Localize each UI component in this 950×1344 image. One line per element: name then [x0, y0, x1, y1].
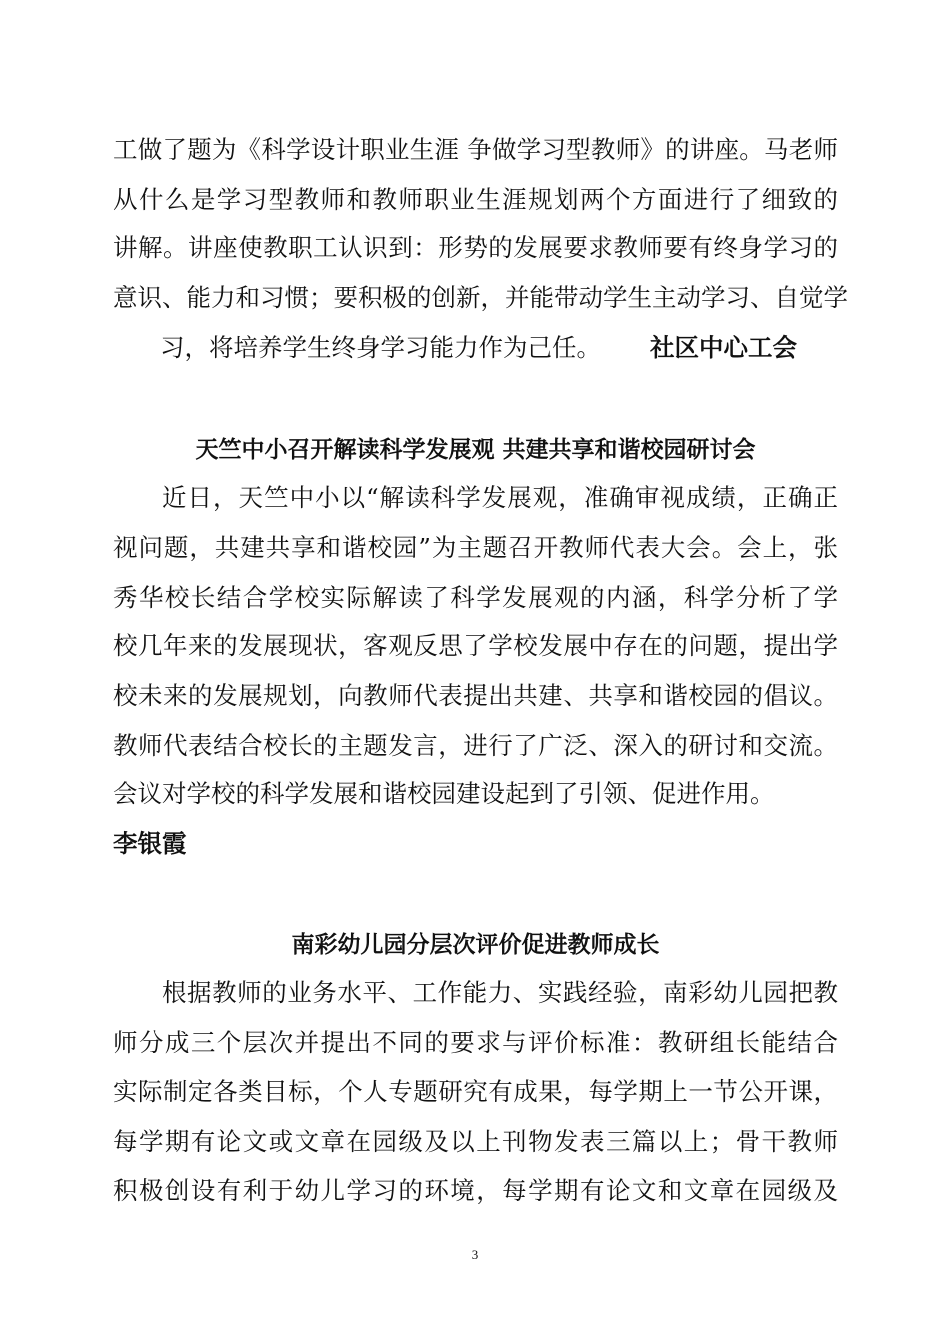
article3-line-4: 每学期有论文或文章在园级及以上刊物发表三篇以上；骨干教师 [113, 1127, 838, 1156]
article1-byline: 社区中心工会 [650, 333, 797, 362]
article3-line-2: 师分成三个层次并提出不同的要求与评价标准：教研组长能结合 [113, 1028, 838, 1057]
article2-line-1: 近日，天竺中小以“解读科学发展观，准确审视成绩，正确正 [162, 483, 838, 512]
article2-byline: 李银霞 [113, 829, 187, 858]
article2-line-6: 教师代表结合校长的主题发言，进行了广泛、深入的研讨和交流。 [113, 731, 838, 760]
article2-line-5: 校未来的发展规划，向教师代表提出共建、共享和谐校园的倡议。 [113, 681, 838, 710]
article1-line-1: 工做了题为《科学设计职业生涯 争做学习型教师》的讲座。马老师 [113, 135, 838, 164]
article2-line-4: 校几年来的发展现状，客观反思了学校发展中存在的问题，提出学 [113, 631, 838, 660]
page-number: 3 [471, 1247, 479, 1262]
article1-line-2: 从什么是学习型教师和教师职业生涯规划两个方面进行了细致的 [113, 185, 838, 214]
article2-title: 天竺中小召开解读科学发展观 共建共享和谐校园研讨会 [195, 437, 756, 463]
article3-line-1: 根据教师的业务水平、工作能力、实践经验，南彩幼儿园把教 [162, 978, 838, 1007]
article3-title: 南彩幼儿园分层次评价促进教师成长 [291, 932, 660, 958]
article1-line-4: 意识、能力和习惯；要积极的创新，并能带动学生主动学习、自觉学 [113, 283, 848, 312]
article3-line-3: 实际制定各类目标，个人专题研究有成果，每学期上一节公开课， [113, 1077, 838, 1106]
article2-line-3: 秀华校长结合学校实际解读了科学发展观的内涵，科学分析了学 [113, 583, 838, 612]
article2-line-2: 视问题，共建共享和谐校园”为主题召开教师代表大会。会上，张 [113, 533, 838, 562]
article2-line-7: 会议对学校的科学发展和谐校园建设起到了引领、促进作用。 [113, 779, 775, 808]
article3-line-5: 积极创设有利于幼儿学习的环境，每学期有论文和文章在园级及 [113, 1176, 838, 1205]
article1-line-3: 讲解。讲座使教职工认识到：形势的发展要求教师要有终身学习的 [113, 233, 838, 262]
article1-line-5: 习，将培养学生终身学习能力作为己任。 [160, 333, 601, 362]
